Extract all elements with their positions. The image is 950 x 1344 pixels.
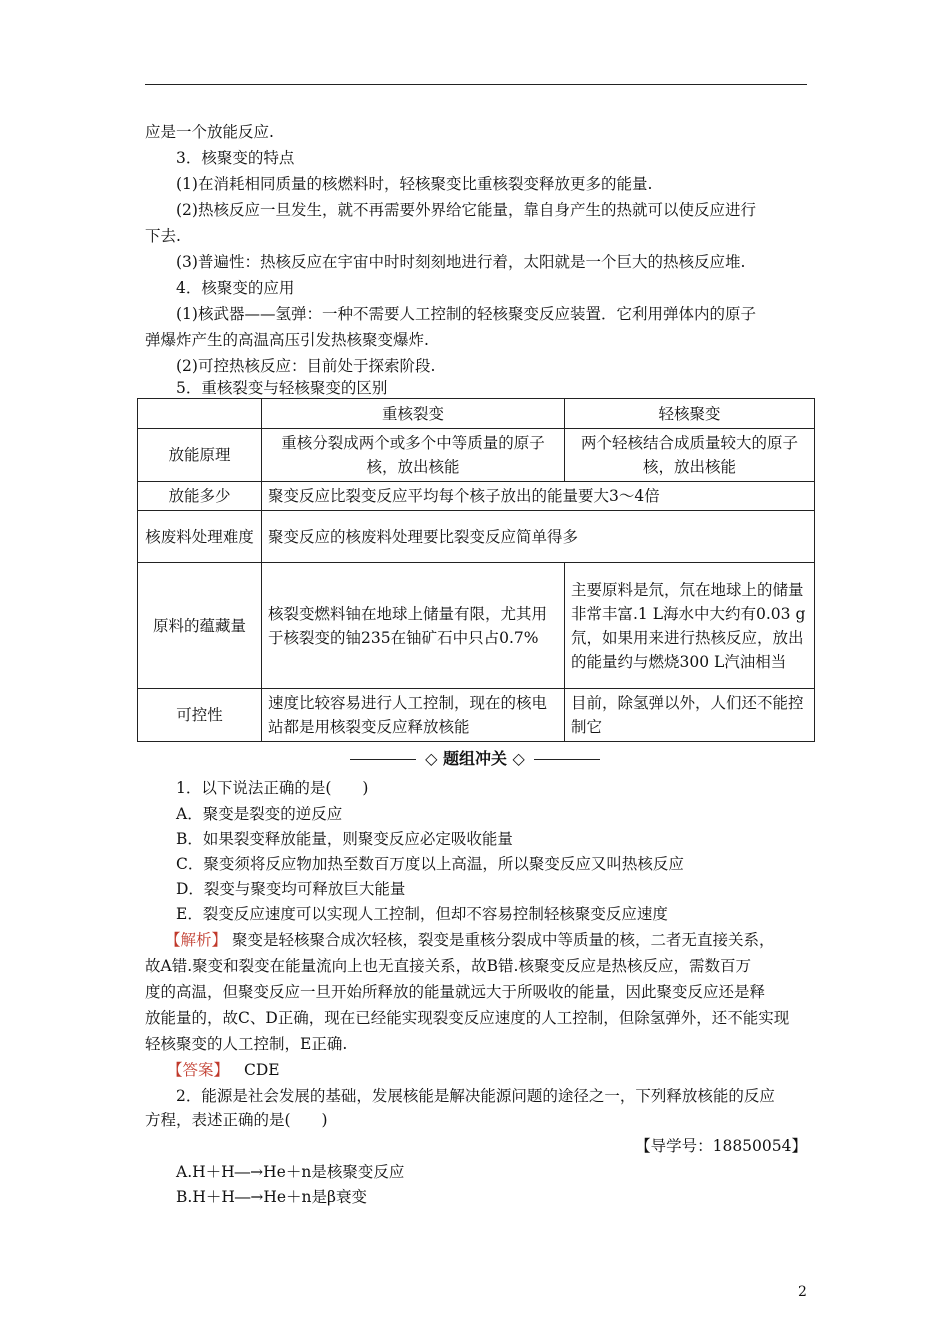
option-a: A．聚变是裂变的逆反应 [176, 805, 343, 823]
option-a: A.H＋H―→He＋n是核聚变反应 [176, 1163, 405, 1181]
section-banner [0, 746, 950, 769]
body-line: 弹爆炸产生的高温高压引发热核聚变爆炸. [145, 331, 429, 349]
table-row [138, 689, 815, 742]
table-cell: 两个轻核结合成质量较大的原子核，放出核能 [565, 429, 815, 482]
header-rule [145, 84, 807, 85]
guide-number: 【导学号：18850054】 [635, 1137, 807, 1155]
row-label: 核废料处理难度 [138, 511, 262, 563]
body-line: (3)普遍性：热核反应在宇宙中时时刻刻地进行着，太阳就是一个巨大的热核反应堆. [176, 253, 746, 271]
table-row [138, 511, 815, 563]
table-cell: 聚变反应的核废料处理要比裂变反应简单得多 [262, 511, 815, 563]
table-header-cell [138, 399, 262, 429]
table-cell: 核裂变燃料铀在地球上储量有限，尤其用于核裂变的铀235在铀矿石中只占0.7% [262, 563, 565, 689]
analysis-line: 放能量的，故C、D正确，现在已经能实现裂变反应速度的人工控制，但除氢弹外，还不能实现 [145, 1009, 790, 1027]
table-cell: 重核分裂成两个或多个中等质量的原子核，放出核能 [262, 429, 565, 482]
table-header-cell: 轻核聚变 [565, 399, 815, 429]
table-row [138, 563, 815, 689]
row-label: 放能原理 [138, 429, 262, 482]
table-cell: 目前，除氢弹以外，人们还不能控制它 [565, 689, 815, 742]
answer-tag: 【答案】 [167, 1061, 230, 1079]
row-label: 放能多少 [138, 482, 262, 511]
table-header-row [138, 399, 815, 429]
question-1-stem: 1．以下说法正确的是( ) [176, 779, 369, 797]
body-line: (2)热核反应一旦发生，就不再需要外界给它能量，靠自身产生的热就可以使反应进行 [176, 201, 756, 219]
option-d: D．裂变与聚变均可释放巨大能量 [176, 880, 406, 898]
analysis-line: 轻核聚变的人工控制，E正确. [145, 1035, 348, 1053]
answer-value: CDE [243, 1061, 280, 1079]
section-heading: 3．核聚变的特点 [176, 149, 295, 167]
analysis-tag: 【解析】 [165, 931, 228, 949]
question-2-stem: 方程，表述正确的是( ) [145, 1111, 328, 1129]
question-2-stem: 2．能源是社会发展的基础，发展核能是解决能源问题的途径之一，下列释放核能的反应 [176, 1087, 775, 1105]
body-line: (1)在消耗相同质量的核燃料时，轻核聚变比重核裂变释放更多的能量. [176, 175, 653, 193]
option-e: E．裂变反应速度可以实现人工控制，但却不容易控制轻核聚变反应速度 [176, 905, 668, 923]
body-line: 下去. [145, 227, 181, 245]
body-line: (1)核武器——氢弹：一种不需要人工控制的轻核聚变反应装置．它利用弹体内的原子 [176, 305, 756, 323]
analysis-text: 聚变是轻核聚合成次轻核，裂变是重核分裂成中等质量的核，二者无直接关系， [231, 931, 775, 949]
page-number: 2 [798, 1284, 807, 1300]
section-heading: 5．重核裂变与轻核聚变的区别 [176, 379, 388, 397]
option-c: C．聚变须将反应物加热至数百万度以上高温，所以聚变反应又叫热核反应 [176, 855, 684, 873]
option-b: B．如果裂变释放能量，则聚变反应必定吸收能量 [176, 830, 513, 848]
banner-rule-right [534, 759, 600, 760]
body-line: (2)可控热核反应：目前处于探索阶段. [176, 357, 436, 375]
banner-title: ◇ 题组冲关 ◇ [425, 749, 525, 768]
banner-rule-left [350, 759, 416, 760]
row-label: 原料的蕴藏量 [138, 563, 262, 689]
table-row [138, 429, 815, 482]
table-header-cell: 重核裂变 [262, 399, 565, 429]
analysis-line: 度的高温，但聚变反应一旦开始所释放的能量就远大于所吸收的能量，因此聚变反应还是释 [145, 983, 766, 1001]
answer-line [167, 1060, 280, 1080]
table-row [138, 482, 815, 511]
row-label: 可控性 [138, 689, 262, 742]
body-line: 应是一个放能反应. [145, 123, 274, 141]
table-cell: 聚变反应比裂变反应平均每个核子放出的能量要大3～4倍 [262, 482, 815, 511]
option-b: B.H＋H―→He＋n是β衰变 [176, 1188, 367, 1206]
comparison-table [137, 398, 815, 742]
analysis-line: 故A错.聚变和裂变在能量流向上也无直接关系，故B错.核聚变反应是热核反应，需数百万 [145, 957, 751, 975]
section-heading: 4．核聚变的应用 [176, 279, 295, 297]
analysis-line [165, 930, 774, 950]
table-cell: 主要原料是氘，氘在地球上的储量非常丰富.1 L海水中大约有0.03 g氘，如果用来进行热核反应，放出的能量约与燃烧300 L汽油相当 [565, 563, 815, 689]
table-cell: 速度比较容易进行人工控制，现在的核电站都是用核裂变反应释放核能 [262, 689, 565, 742]
